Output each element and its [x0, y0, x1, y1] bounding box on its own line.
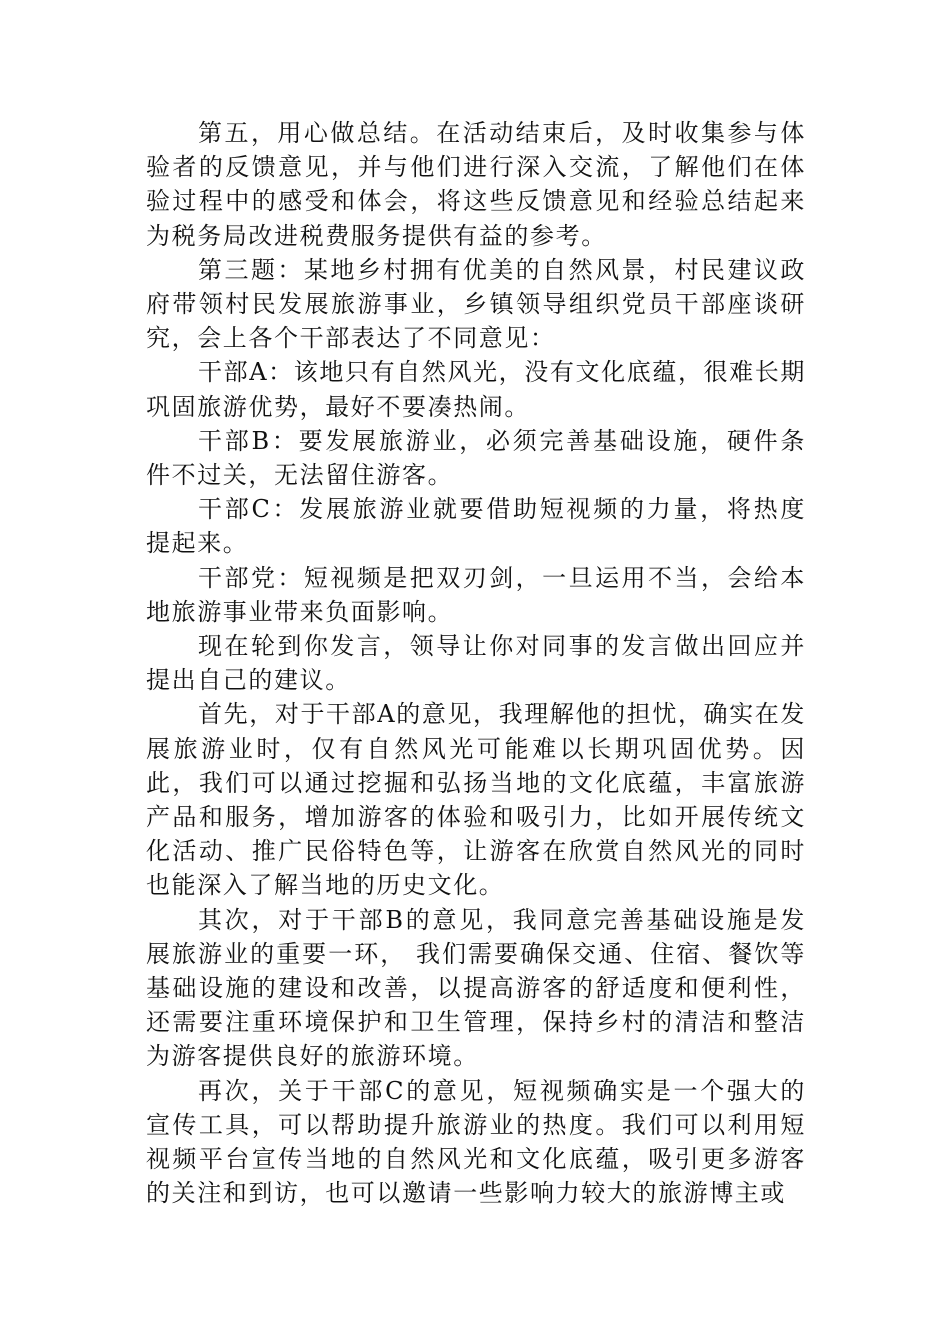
paragraph-answer-third: 再次，关于干部C的意见，短视频确实是一个强大的宣传工具，可以帮助提升旅游业的热度。我们可以利用短视频平台宣传当地的自然风光和文化底蕴，吸引更多游客的关注和到访，也可以邀请一些影响力较大的旅游博主或: [146, 1076, 806, 1208]
paragraph-cadre-b: 干部B：要发展旅游业，必须完善基础设施，硬件条件不过关，无法留住游客。: [146, 426, 806, 490]
paragraph-cadre-a: 干部A：该地只有自然风光，没有文化底蕴，很难长期巩固旅游优势，最好不要凑热闹。: [146, 358, 806, 421]
paragraph-summary: 第五，用心做总结。在活动结束后，及时收集参与体验者的反馈意见，并与他们进行深入交流，了解他们在体验过程中的感受和体会，将这些反馈意见和经验总结起来为税务局改进税费服务提供有益的参考。: [146, 119, 806, 250]
paragraph-answer-first: 首先，对于干部A的意见，我理解他的担忧，确实在发展旅游业时，仅有自然风光可能难以长期巩固优势。因此，我们可以通过挖掘和弘扬当地的文化底蕴，丰富旅游产品和服务，增加游客的体验和吸引力，比如开展传统文化活动、推广民俗特色等，让游客在欣赏自然风光的同时也能深入了解当地的历史文化。: [146, 700, 806, 900]
paragraph-cadre-c: 干部C：发展旅游业就要借助短视频的力量，将热度提起来。: [146, 495, 806, 558]
document-body: [146, 116, 806, 1211]
paragraph-prompt: 现在轮到你发言，领导让你对同事的发言做出回应并提出自己的建议。: [146, 632, 806, 695]
paragraph-cadre-dang: 干部党：短视频是把双刃剑，一旦运用不当，会给本地旅游事业带来负面影响。: [146, 563, 806, 626]
paragraph-question-three: 第三题：某地乡村拥有优美的自然风景，村民建议政府带领村民发展旅游事业，乡镇领导组织党员干部座谈研究，会上各个干部表达了不同意见：: [146, 255, 806, 353]
paragraph-answer-second: 其次，对于干部B的意见，我同意完善基础设施是发展旅游业的重要一环， 我们需要确保交通、住宿、餐饮等基础设施的建设和改善，以提高游客的舒适度和便利性，还需要注重环境保护和卫生管理，保持乡村的清洁和整洁为游客提供良好的旅游环境。: [146, 905, 806, 1071]
